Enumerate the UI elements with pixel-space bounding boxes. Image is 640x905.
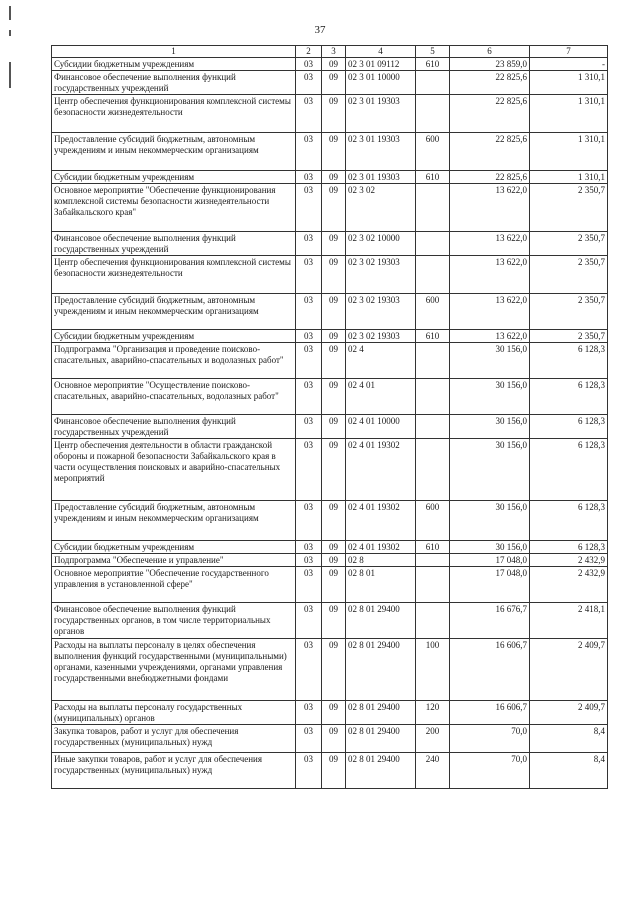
subsection-code-cell: 09 bbox=[322, 330, 346, 343]
amount-change-cell: 1 310,1 bbox=[530, 71, 608, 95]
section-code-cell: 03 bbox=[296, 343, 322, 379]
table-row bbox=[52, 343, 608, 379]
amount-cell: 70,0 bbox=[450, 725, 530, 753]
subsection-code-cell: 09 bbox=[322, 501, 346, 541]
column-header: 6 bbox=[450, 46, 530, 58]
budget-table bbox=[51, 45, 608, 789]
section-code-cell: 03 bbox=[296, 567, 322, 603]
subsection-code-cell: 09 bbox=[322, 294, 346, 330]
subsection-code-cell: 09 bbox=[322, 256, 346, 294]
section-code-cell: 03 bbox=[296, 725, 322, 753]
expense-type-cell: 610 bbox=[416, 58, 450, 71]
subsection-code-cell: 09 bbox=[322, 603, 346, 639]
amount-cell: 13 622,0 bbox=[450, 184, 530, 232]
expense-type-cell bbox=[416, 232, 450, 256]
amount-change-cell: 1 310,1 bbox=[530, 133, 608, 171]
expense-type-cell: 100 bbox=[416, 639, 450, 701]
row-name-cell: Предоставление субсидий бюджетным, автономным учреждениям и иным некоммерческим организациям bbox=[52, 294, 296, 330]
section-code-cell: 03 bbox=[296, 603, 322, 639]
column-header: 2 bbox=[296, 46, 322, 58]
table-row bbox=[52, 725, 608, 753]
table-row bbox=[52, 379, 608, 415]
section-code-cell: 03 bbox=[296, 71, 322, 95]
row-name-cell: Основное мероприятие "Осуществление поисково-спасательных, аварийно-спасательных, водолазных работ" bbox=[52, 379, 296, 415]
subsection-code-cell: 09 bbox=[322, 58, 346, 71]
section-code-cell: 03 bbox=[296, 639, 322, 701]
row-name-cell: Расходы на выплаты персоналу в целях обеспечения выполнения функций государственными (муниципальными) органами, казенными учреждениями, органами управления государственными внебюджетными фондами bbox=[52, 639, 296, 701]
amount-change-cell: 6 128,3 bbox=[530, 541, 608, 554]
target-article-cell: 02 4 01 bbox=[346, 379, 416, 415]
row-name-cell: Иные закупки товаров, работ и услуг для обеспечения государственных (муниципальных) нужд bbox=[52, 753, 296, 789]
expense-type-cell bbox=[416, 343, 450, 379]
amount-cell: 13 622,0 bbox=[450, 256, 530, 294]
target-article-cell: 02 8 bbox=[346, 554, 416, 567]
amount-cell: 30 156,0 bbox=[450, 343, 530, 379]
target-article-cell: 02 4 01 19302 bbox=[346, 541, 416, 554]
amount-cell: 30 156,0 bbox=[450, 379, 530, 415]
expense-type-cell bbox=[416, 71, 450, 95]
subsection-code-cell: 09 bbox=[322, 379, 346, 415]
table-row bbox=[52, 133, 608, 171]
amount-cell: 16 606,7 bbox=[450, 639, 530, 701]
amount-cell: 16 606,7 bbox=[450, 701, 530, 725]
table-row bbox=[52, 567, 608, 603]
target-article-cell: 02 3 02 10000 bbox=[346, 232, 416, 256]
target-article-cell: 02 3 02 19303 bbox=[346, 330, 416, 343]
amount-cell: 17 048,0 bbox=[450, 554, 530, 567]
amount-change-cell: 8,4 bbox=[530, 753, 608, 789]
amount-change-cell: 2 409,7 bbox=[530, 701, 608, 725]
row-name-cell: Центр обеспечения функционирования комплексной системы безопасности жизнедеятельности bbox=[52, 95, 296, 133]
row-name-cell: Центр обеспечения деятельности в области гражданской обороны и пожарной безопасности Забайкальского края в части осуществления поисковых и аварийно-спасательных мероприятий bbox=[52, 439, 296, 501]
target-article-cell: 02 8 01 29400 bbox=[346, 701, 416, 725]
table-row bbox=[52, 330, 608, 343]
table-row bbox=[52, 541, 608, 554]
section-code-cell: 03 bbox=[296, 501, 322, 541]
amount-cell: 13 622,0 bbox=[450, 294, 530, 330]
subsection-code-cell: 09 bbox=[322, 554, 346, 567]
amount-change-cell: 2 350,7 bbox=[530, 232, 608, 256]
expense-type-cell: 200 bbox=[416, 725, 450, 753]
expense-type-cell bbox=[416, 256, 450, 294]
amount-change-cell: 2 350,7 bbox=[530, 184, 608, 232]
section-code-cell: 03 bbox=[296, 554, 322, 567]
section-code-cell: 03 bbox=[296, 256, 322, 294]
section-code-cell: 03 bbox=[296, 330, 322, 343]
target-article-cell: 02 3 02 19303 bbox=[346, 294, 416, 330]
row-name-cell: Финансовое обеспечение выполнения функций государственных учреждений bbox=[52, 71, 296, 95]
row-name-cell: Финансовое обеспечение выполнения функций государственных учреждений bbox=[52, 232, 296, 256]
amount-cell: 17 048,0 bbox=[450, 567, 530, 603]
section-code-cell: 03 bbox=[296, 379, 322, 415]
subsection-code-cell: 09 bbox=[322, 184, 346, 232]
expense-type-cell bbox=[416, 603, 450, 639]
expense-type-cell bbox=[416, 184, 450, 232]
row-name-cell: Предоставление субсидий бюджетным, автономным учреждениям и иным некоммерческим организациям bbox=[52, 133, 296, 171]
row-name-cell: Основное мероприятие "Обеспечение функционирования комплексной системы безопасности жизнедеятельности Забайкальского края" bbox=[52, 184, 296, 232]
section-code-cell: 03 bbox=[296, 415, 322, 439]
row-name-cell: Основное мероприятие "Обеспечение государственного управления в установленной сфере" bbox=[52, 567, 296, 603]
target-article-cell: 02 3 01 10000 bbox=[346, 71, 416, 95]
table-row bbox=[52, 232, 608, 256]
expense-type-cell bbox=[416, 379, 450, 415]
section-code-cell: 03 bbox=[296, 171, 322, 184]
amount-change-cell: 2 432,9 bbox=[530, 567, 608, 603]
amount-change-cell: 2 432,9 bbox=[530, 554, 608, 567]
amount-change-cell: 2 350,7 bbox=[530, 256, 608, 294]
table-body bbox=[52, 58, 608, 789]
target-article-cell: 02 4 bbox=[346, 343, 416, 379]
amount-cell: 22 825,6 bbox=[450, 95, 530, 133]
table-row bbox=[52, 184, 608, 232]
subsection-code-cell: 09 bbox=[322, 567, 346, 603]
expense-type-cell bbox=[416, 439, 450, 501]
row-name-cell: Расходы на выплаты персоналу государственных (муниципальных) органов bbox=[52, 701, 296, 725]
section-code-cell: 03 bbox=[296, 232, 322, 256]
scan-margin-marks bbox=[6, 0, 14, 110]
subsection-code-cell: 09 bbox=[322, 701, 346, 725]
subsection-code-cell: 09 bbox=[322, 232, 346, 256]
table-row bbox=[52, 753, 608, 789]
expense-type-cell: 120 bbox=[416, 701, 450, 725]
section-code-cell: 03 bbox=[296, 133, 322, 171]
section-code-cell: 03 bbox=[296, 58, 322, 71]
amount-change-cell: 6 128,3 bbox=[530, 343, 608, 379]
amount-change-cell: 1 310,1 bbox=[530, 95, 608, 133]
section-code-cell: 03 bbox=[296, 753, 322, 789]
target-article-cell: 02 8 01 29400 bbox=[346, 725, 416, 753]
amount-change-cell: 8,4 bbox=[530, 725, 608, 753]
row-name-cell: Субсидии бюджетным учреждениям bbox=[52, 171, 296, 184]
target-article-cell: 02 4 01 19302 bbox=[346, 439, 416, 501]
section-code-cell: 03 bbox=[296, 95, 322, 133]
row-name-cell: Субсидии бюджетным учреждениям bbox=[52, 330, 296, 343]
amount-cell: 22 825,6 bbox=[450, 71, 530, 95]
row-name-cell: Закупка товаров, работ и услуг для обеспечения государственных (муниципальных) нужд bbox=[52, 725, 296, 753]
table-row bbox=[52, 171, 608, 184]
subsection-code-cell: 09 bbox=[322, 439, 346, 501]
target-article-cell: 02 3 02 bbox=[346, 184, 416, 232]
subsection-code-cell: 09 bbox=[322, 639, 346, 701]
target-article-cell: 02 8 01 29400 bbox=[346, 639, 416, 701]
row-name-cell: Центр обеспечения функционирования комплексной системы безопасности жизнедеятельности bbox=[52, 256, 296, 294]
column-header: 1 bbox=[52, 46, 296, 58]
expense-type-cell: 610 bbox=[416, 171, 450, 184]
amount-change-cell: 2 350,7 bbox=[530, 330, 608, 343]
section-code-cell: 03 bbox=[296, 701, 322, 725]
amount-cell: 30 156,0 bbox=[450, 415, 530, 439]
expense-type-cell: 600 bbox=[416, 501, 450, 541]
amount-cell: 13 622,0 bbox=[450, 232, 530, 256]
amount-cell: 13 622,0 bbox=[450, 330, 530, 343]
page-number: 37 bbox=[314, 24, 326, 36]
amount-cell: 30 156,0 bbox=[450, 501, 530, 541]
amount-change-cell: 1 310,1 bbox=[530, 171, 608, 184]
table-row bbox=[52, 256, 608, 294]
amount-cell: 70,0 bbox=[450, 753, 530, 789]
expense-type-cell: 240 bbox=[416, 753, 450, 789]
table-row bbox=[52, 701, 608, 725]
target-article-cell: 02 4 01 19302 bbox=[346, 501, 416, 541]
column-header: 5 bbox=[416, 46, 450, 58]
table-row bbox=[52, 294, 608, 330]
amount-cell: 30 156,0 bbox=[450, 439, 530, 501]
table-header-row bbox=[52, 46, 608, 58]
target-article-cell: 02 3 01 09112 bbox=[346, 58, 416, 71]
column-header: 4 bbox=[346, 46, 416, 58]
subsection-code-cell: 09 bbox=[322, 725, 346, 753]
expense-type-cell: 610 bbox=[416, 541, 450, 554]
subsection-code-cell: 09 bbox=[322, 133, 346, 171]
expense-type-cell bbox=[416, 95, 450, 133]
amount-cell: 23 859,0 bbox=[450, 58, 530, 71]
row-name-cell: Финансовое обеспечение выполнения функций государственных учреждений bbox=[52, 415, 296, 439]
expense-type-cell bbox=[416, 567, 450, 603]
table-row bbox=[52, 554, 608, 567]
section-code-cell: 03 bbox=[296, 294, 322, 330]
expense-type-cell bbox=[416, 415, 450, 439]
expense-type-cell: 610 bbox=[416, 330, 450, 343]
amount-change-cell: 6 128,3 bbox=[530, 501, 608, 541]
target-article-cell: 02 8 01 bbox=[346, 567, 416, 603]
table-row bbox=[52, 501, 608, 541]
target-article-cell: 02 4 01 10000 bbox=[346, 415, 416, 439]
amount-change-cell: 6 128,3 bbox=[530, 415, 608, 439]
subsection-code-cell: 09 bbox=[322, 753, 346, 789]
amount-cell: 30 156,0 bbox=[450, 541, 530, 554]
target-article-cell: 02 8 01 29400 bbox=[346, 753, 416, 789]
table-row bbox=[52, 58, 608, 71]
row-name-cell: Подпрограмма "Обеспечение и управление" bbox=[52, 554, 296, 567]
amount-cell: 22 825,6 bbox=[450, 133, 530, 171]
subsection-code-cell: 09 bbox=[322, 541, 346, 554]
table-row bbox=[52, 439, 608, 501]
row-name-cell: Субсидии бюджетным учреждениям bbox=[52, 541, 296, 554]
row-name-cell: Подпрограмма "Организация и проведение поисково-спасательных, аварийно-спасательных и водолазных работ" bbox=[52, 343, 296, 379]
column-header: 3 bbox=[322, 46, 346, 58]
row-name-cell: Финансовое обеспечение выполнения функций государственных органов, в том числе территориальных органов bbox=[52, 603, 296, 639]
column-header: 7 bbox=[530, 46, 608, 58]
subsection-code-cell: 09 bbox=[322, 95, 346, 133]
target-article-cell: 02 3 01 19303 bbox=[346, 95, 416, 133]
subsection-code-cell: 09 bbox=[322, 171, 346, 184]
section-code-cell: 03 bbox=[296, 439, 322, 501]
subsection-code-cell: 09 bbox=[322, 71, 346, 95]
expense-type-cell: 600 bbox=[416, 133, 450, 171]
amount-change-cell: 2 418,1 bbox=[530, 603, 608, 639]
section-code-cell: 03 bbox=[296, 541, 322, 554]
target-article-cell: 02 3 01 19303 bbox=[346, 133, 416, 171]
expense-type-cell bbox=[416, 554, 450, 567]
amount-change-cell: 2 409,7 bbox=[530, 639, 608, 701]
table-row bbox=[52, 603, 608, 639]
target-article-cell: 02 8 01 29400 bbox=[346, 603, 416, 639]
amount-change-cell: 6 128,3 bbox=[530, 439, 608, 501]
table-row bbox=[52, 415, 608, 439]
table-row bbox=[52, 639, 608, 701]
row-name-cell: Предоставление субсидий бюджетным, автономным учреждениям и иным некоммерческим организациям bbox=[52, 501, 296, 541]
row-name-cell: Субсидии бюджетным учреждениям bbox=[52, 58, 296, 71]
amount-change-cell: - bbox=[530, 58, 608, 71]
target-article-cell: 02 3 02 19303 bbox=[346, 256, 416, 294]
amount-cell: 16 676,7 bbox=[450, 603, 530, 639]
table-row bbox=[52, 71, 608, 95]
section-code-cell: 03 bbox=[296, 184, 322, 232]
amount-cell: 22 825,6 bbox=[450, 171, 530, 184]
target-article-cell: 02 3 01 19303 bbox=[346, 171, 416, 184]
amount-change-cell: 6 128,3 bbox=[530, 379, 608, 415]
expense-type-cell: 600 bbox=[416, 294, 450, 330]
subsection-code-cell: 09 bbox=[322, 343, 346, 379]
amount-change-cell: 2 350,7 bbox=[530, 294, 608, 330]
subsection-code-cell: 09 bbox=[322, 415, 346, 439]
table-row bbox=[52, 95, 608, 133]
